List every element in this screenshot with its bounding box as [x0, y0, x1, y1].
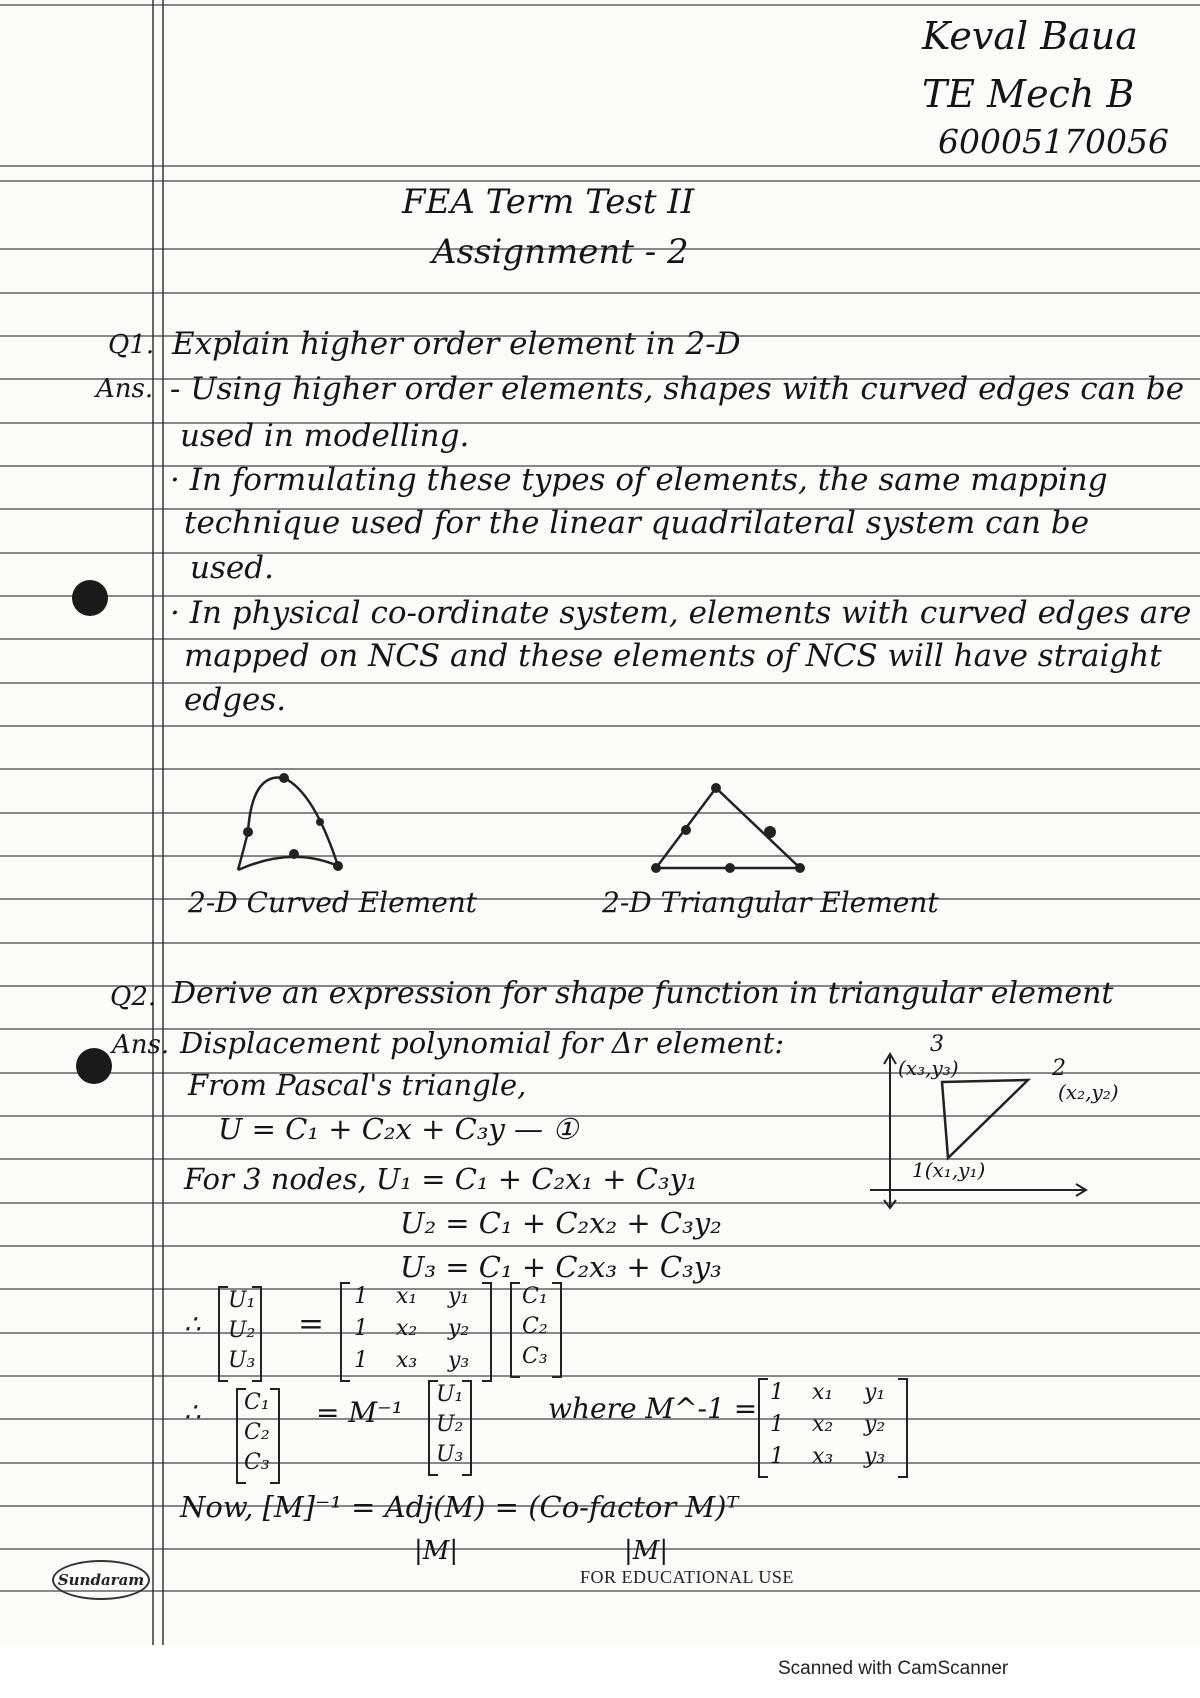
therefore-symbol: ∴: [184, 1310, 201, 1340]
m-matrix-cell: x₂: [396, 1316, 418, 1341]
student-class: TE Mech B: [922, 72, 1135, 116]
u-vector-entry: U₃: [228, 1348, 256, 1373]
q1-bullet3-line3: edges.: [184, 682, 287, 718]
c-vector: [236, 1388, 280, 1484]
binder-hole: [76, 1048, 112, 1084]
triangular-element-caption: 2-D Triangular Element: [602, 886, 939, 919]
inverse-formula: Now, [M]⁻¹ = Adj(M) = (Co-factor M)ᵀ: [180, 1490, 739, 1524]
m-matrix-cell: 1: [770, 1444, 784, 1469]
ruled-line: [0, 1590, 1200, 1592]
equals-sign: =: [298, 1306, 324, 1342]
notebook-brand-logo: Sundaram: [52, 1560, 150, 1600]
m-matrix-cell: x₃: [396, 1348, 418, 1373]
c-vector-entry: C₃: [244, 1450, 270, 1475]
u-vector: [428, 1380, 472, 1476]
q1-answer-label: Ans.: [96, 374, 154, 404]
ruled-line: [0, 4, 1200, 6]
curved-element-figure: [222, 762, 362, 882]
ruled-line: [0, 1548, 1200, 1550]
roll-number: 60005170056: [938, 122, 1169, 161]
ruled-line: [0, 682, 1200, 684]
m-matrix-cell: y₁: [448, 1284, 470, 1309]
q1-question: Explain higher order element in 2-D: [172, 326, 741, 362]
node3-coordinates: (x₃,y₃): [898, 1056, 959, 1080]
u-vector-entry: U₂: [436, 1412, 464, 1437]
where-label: where M^-1 =: [548, 1392, 758, 1425]
margin-line: [162, 0, 164, 1665]
ruled-line: [0, 855, 1200, 857]
q2-line3: For 3 nodes, U₁ = C₁ + C₂x₁ + C₃y₁: [184, 1162, 698, 1196]
m-inverse-label: = M⁻¹: [316, 1396, 404, 1429]
m-matrix-cell: x₁: [812, 1380, 834, 1405]
ruled-line: [0, 942, 1200, 944]
ruled-line: [0, 1245, 1200, 1247]
m-matrix-cell: y₂: [864, 1412, 886, 1437]
m-matrix-cell: y₃: [864, 1444, 886, 1469]
q2-eq-u3: U₃ = C₁ + C₂x₃ + C₃y₃: [400, 1250, 722, 1284]
q1-bullet2-line1: · In formulating these types of elements, the same mapping: [170, 462, 1108, 498]
c-vector-entry: C₂: [244, 1420, 270, 1445]
q1-bullet1-line1: - Using higher order elements, shapes with curved edges can be: [170, 371, 1185, 407]
curved-element-caption: 2-D Curved Element: [188, 886, 478, 919]
u-vector: [218, 1286, 262, 1382]
node2-coordinates: (x₂,y₂): [1058, 1080, 1119, 1104]
ruled-line: [0, 1288, 1200, 1290]
ruled-line: [0, 1332, 1200, 1334]
scanner-footer-strip: [0, 1645, 1200, 1698]
c-vector-entry: C₂: [522, 1314, 548, 1339]
node1-coordinates: 1(x₁,y₁): [912, 1158, 986, 1182]
q2-question: Derive an expression for shape function in triangular element: [172, 976, 1114, 1011]
m-matrix-cell: 1: [354, 1316, 368, 1341]
margin-line: [152, 0, 154, 1665]
q2-line1: Displacement polynomial for Δr element:: [180, 1026, 785, 1060]
ruled-line: [0, 552, 1200, 554]
c-vector-entry: C₁: [522, 1284, 548, 1309]
page-subtitle: Assignment - 2: [432, 232, 689, 272]
q1-bullet2-line3: used.: [190, 550, 274, 586]
ruled-line: [0, 1462, 1200, 1464]
u-vector-entry: U₃: [436, 1442, 464, 1467]
m-matrix-cell: 1: [770, 1380, 784, 1405]
ruled-line: [0, 812, 1200, 814]
m-matrix-cell: x₁: [396, 1284, 418, 1309]
c-vector-entry: C₃: [522, 1344, 548, 1369]
u-vector-entry: U₂: [228, 1318, 256, 1343]
q2-line2: From Pascal's triangle,: [188, 1068, 527, 1102]
q2-eq1: U = C₁ + C₂x + C₃y — ①: [218, 1112, 579, 1146]
q2-eq-u2: U₂ = C₁ + C₂x₂ + C₃y₂: [400, 1206, 722, 1240]
m-matrix-cell: 1: [354, 1284, 368, 1309]
m-matrix-cell: 1: [770, 1412, 784, 1437]
student-name: Keval Baua: [922, 14, 1138, 58]
q1-bullet1-line2: used in modelling.: [180, 418, 470, 454]
educational-use-notice: FOR EDUCATIONAL USE: [580, 1567, 794, 1587]
m-matrix-cell: 1: [354, 1348, 368, 1373]
m-matrix: [758, 1378, 908, 1478]
binder-hole: [72, 580, 108, 616]
ruled-line: [0, 768, 1200, 770]
u-vector-entry: U₁: [228, 1288, 256, 1313]
node2-label: 2: [1052, 1056, 1066, 1081]
m-matrix-cell: y₃: [448, 1348, 470, 1373]
ruled-line: [0, 725, 1200, 727]
c-vector: [510, 1282, 562, 1378]
camscanner-watermark: Scanned with CamScanner: [778, 1658, 1009, 1679]
q2-number: Q2.: [110, 982, 157, 1012]
m-matrix-cell: y₂: [448, 1316, 470, 1341]
ruled-line: [0, 1375, 1200, 1377]
ruled-line: [0, 898, 1200, 900]
m-matrix-cell: x₂: [812, 1412, 834, 1437]
m-matrix: [340, 1282, 492, 1382]
u-vector-entry: U₁: [436, 1382, 464, 1407]
m-matrix-cell: y₁: [864, 1380, 886, 1405]
q2-answer-label: Ans.: [112, 1030, 170, 1060]
ruled-line: [0, 165, 1200, 167]
therefore-symbol: ∴: [184, 1398, 201, 1428]
c-vector-entry: C₁: [244, 1390, 270, 1415]
ruled-line: [0, 292, 1200, 294]
m-matrix-cell: x₃: [812, 1444, 834, 1469]
denominator-1: |M|: [414, 1536, 459, 1566]
triangular-element-figure: [640, 770, 810, 890]
node3-label: 3: [930, 1032, 944, 1057]
q1-bullet3-line1: · In physical co-ordinate system, elements with curved edges are: [170, 595, 1192, 631]
page-title: FEA Term Test II: [402, 182, 695, 222]
q1-bullet3-line2: mapped on NCS and these elements of NCS will have straight: [184, 638, 1162, 674]
q1-bullet2-line2: technique used for the linear quadrilateral system can be: [184, 505, 1090, 541]
q1-number: Q1.: [108, 330, 155, 360]
denominator-2: |M|: [624, 1536, 669, 1566]
